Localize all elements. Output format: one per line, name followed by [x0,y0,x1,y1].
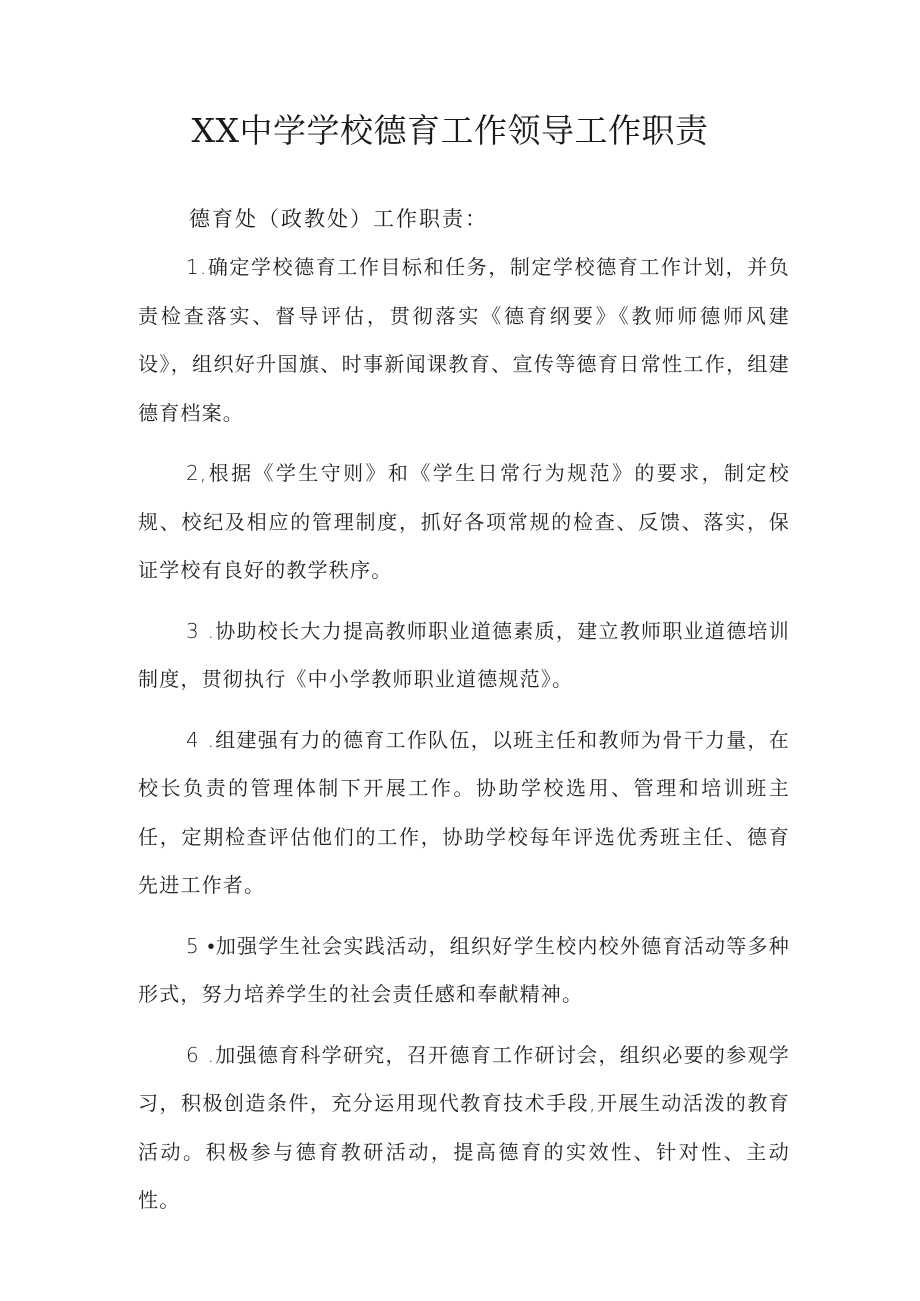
section-heading: 德育处（政教处）工作职责： [189,207,488,231]
paragraph-4: 4 .组建强有力的德育工作队伍，以班主任和教师为骨干力量，在校长负责的管理体制下开展工作。协助学校选用、管理和培训班主任，定期检查评估他们的工作，协助学校每年评选优秀班主任、德育先进工作者。 [138,727,790,897]
paragraph-2: 2,根据《学生守则》和《学生日常行为规范》的要求，制定校规、校纪及相应的管理制度，抓好各项常规的检查、反馈、落实，保证学校有良好的教学秩序。 [138,461,790,582]
paragraph-3: 3 .协助校长大力提高教师职业道德素质，建立教师职业道德培训制度，贯彻执行《中小学教师职业道德规范》。 [138,618,790,691]
paragraph-5: 5 •加强学生社会实践活动，组织好学生校内校外德育活动等多种形式，努力培养学生的社会责任感和奉献精神。 [138,933,790,1006]
paragraph-6: 6 .加强德育科学研究，召开德育工作研讨会，组织必要的参观学习，积极创造条件，充分运用现代教育技术手段,开展生动活泼的教育活动。积极参与德育教研活动，提高德育的实效性、针对性、主动性。 [138,1042,790,1212]
document-title: XX中学学校德育工作领导工作职责 [191,111,709,150]
document-body [138,243,790,1237]
paragraph-1: 1.确定学校德育工作目标和任务，制定学校德育工作计划，并负责检查落实、督导评估，贯彻落实《德育纲要》《教师师德师风建设》，组织好升国旗、时事新闻课教育、宣传等德育日常性工作，组建德育档案。 [138,255,790,425]
